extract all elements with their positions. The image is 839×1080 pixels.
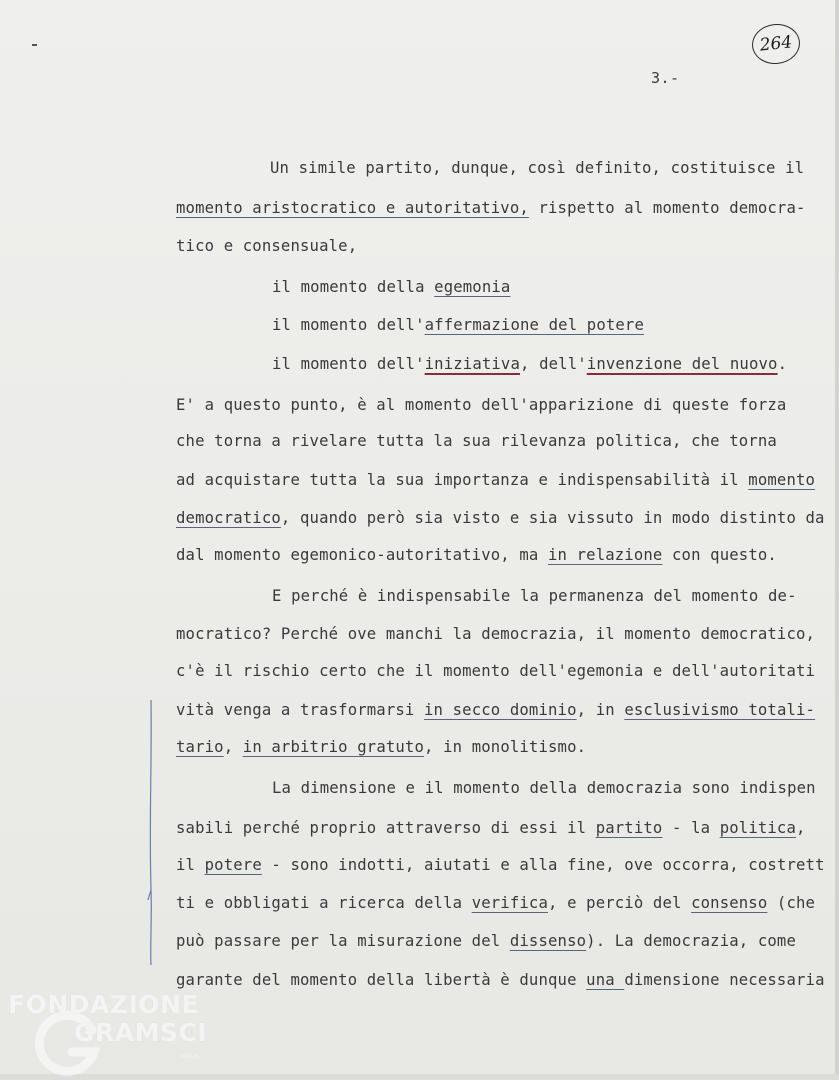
underlined-phrase: iniziativa (424, 355, 521, 373)
text-line (272, 315, 644, 335)
text-line (272, 586, 797, 606)
text-line (272, 277, 510, 297)
text-line (176, 624, 815, 644)
text-segment: , e perciò del (548, 894, 692, 912)
underlined-phrase: partito (595, 819, 663, 837)
text-line (176, 818, 806, 838)
text-line (176, 470, 815, 490)
underlined-phrase: momento (748, 471, 816, 489)
text-line (176, 931, 796, 951)
text-segment: - sono indotti, aiutati e alla fine, ove occorra, costrett (261, 856, 825, 874)
text-segment: , in monolitismo. (424, 738, 587, 756)
text-line (176, 198, 806, 218)
stamp-number: 264 (758, 32, 794, 56)
text-line (176, 700, 815, 720)
text-segment: , dell' (520, 355, 587, 373)
underlined-phrase: tario (176, 738, 224, 756)
text-segment: il momento dell' (272, 316, 425, 334)
underlined-phrase: in secco dominio (424, 701, 577, 719)
text-segment: , quando però sia visto e sia vissuto in modo distinto da (280, 509, 825, 527)
text-line (176, 737, 586, 757)
text-segment: garante del momento della libertà è dunque (176, 971, 587, 989)
text-segment: sabili perché proprio attraverso di essi il (176, 819, 596, 837)
underlined-phrase: esclusivismo totali- (624, 701, 816, 719)
text-segment: Un simile partito, dunque, così definito, costituisce il (270, 159, 805, 177)
text-segment: il momento della (272, 278, 435, 296)
text-segment: - la (662, 819, 720, 837)
text-line (270, 158, 804, 178)
text-line (176, 508, 825, 528)
text-segment: rispetto al momento democra- (528, 199, 806, 217)
text-segment: E' a questo punto, è al momento dell'apparizione di queste forza (176, 396, 787, 414)
underlined-phrase: democratico (176, 509, 281, 527)
text-segment: . (777, 355, 788, 373)
text-line (176, 970, 825, 990)
text-segment: dimensione necessaria (624, 971, 825, 989)
text-segment: ). La democrazia, come (586, 932, 796, 950)
underlined-phrase: politica (719, 819, 797, 837)
text-segment: La dimensione e il momento della democrazia sono indispen (272, 779, 816, 797)
text-segment: il momento dell' (272, 355, 425, 373)
archive-number-stamp (750, 22, 802, 67)
underlined-phrase: affermazione del potere (424, 316, 645, 334)
underlined-phrase: in arbitrio gratuto (242, 738, 425, 756)
text-line (272, 354, 787, 374)
text-segment: E perché è indispensabile la permanenza del momento de- (272, 587, 797, 605)
text-line (272, 778, 816, 798)
text-line (176, 236, 357, 256)
text-segment: tico e consensuale, (176, 237, 358, 255)
underlined-phrase: verifica (471, 894, 548, 912)
foundation-watermark (4, 990, 214, 1080)
text-segment: , in (576, 701, 625, 719)
text-segment: vità venga a trasformarsi (176, 701, 424, 719)
text-segment: dal momento egemonico-autoritativo, ma (176, 546, 548, 564)
text-line (176, 893, 815, 913)
text-line (176, 855, 825, 875)
watermark-line-2: GRAMSCI (74, 1018, 208, 1047)
text-segment: c'è il rischio certo che il momento dell'egemonia e dell'autoritati (176, 662, 816, 680)
text-segment: mocratico? Perché ove manchi la democrazia, il momento democratico, (176, 625, 816, 643)
text-segment: il (176, 856, 205, 874)
text-line (176, 661, 815, 681)
page-number: 3.- (651, 69, 680, 87)
ink-speck (32, 44, 37, 46)
underlined-phrase: egemonia (434, 278, 511, 296)
text-segment: , (223, 738, 243, 756)
underlined-phrase: dissenso (509, 932, 587, 950)
text-segment: ad acquistare tutta la sua importanza e indispensabilità il (176, 471, 749, 489)
underlined-phrase: una (586, 971, 625, 989)
text-segment: (che (767, 894, 816, 912)
underlined-phrase: potere (204, 856, 262, 874)
underlined-phrase: invenzione del nuovo (586, 355, 778, 373)
underlined-phrase: in relazione (548, 546, 663, 564)
underlined-phrase: momento aristocratico e autoritativo, (176, 199, 529, 217)
margin-pencil-mark (146, 700, 158, 970)
text-line (176, 395, 786, 415)
watermark-small: onlus (180, 1052, 199, 1060)
text-segment: , (796, 819, 806, 837)
watermark-line-1: FONDAZIONE (8, 990, 200, 1019)
text-segment: ti e obbligati a ricerca della (176, 894, 472, 912)
text-segment: con questo. (662, 546, 777, 564)
text-line (176, 431, 777, 451)
text-line (176, 545, 777, 565)
text-segment: che torna a rivelare tutta la sua rilevanza politica, che torna (176, 432, 777, 450)
underlined-phrase: consenso (691, 894, 768, 912)
page-edge-right (835, 0, 839, 1080)
text-segment: può passare per la misurazione del (176, 932, 510, 950)
